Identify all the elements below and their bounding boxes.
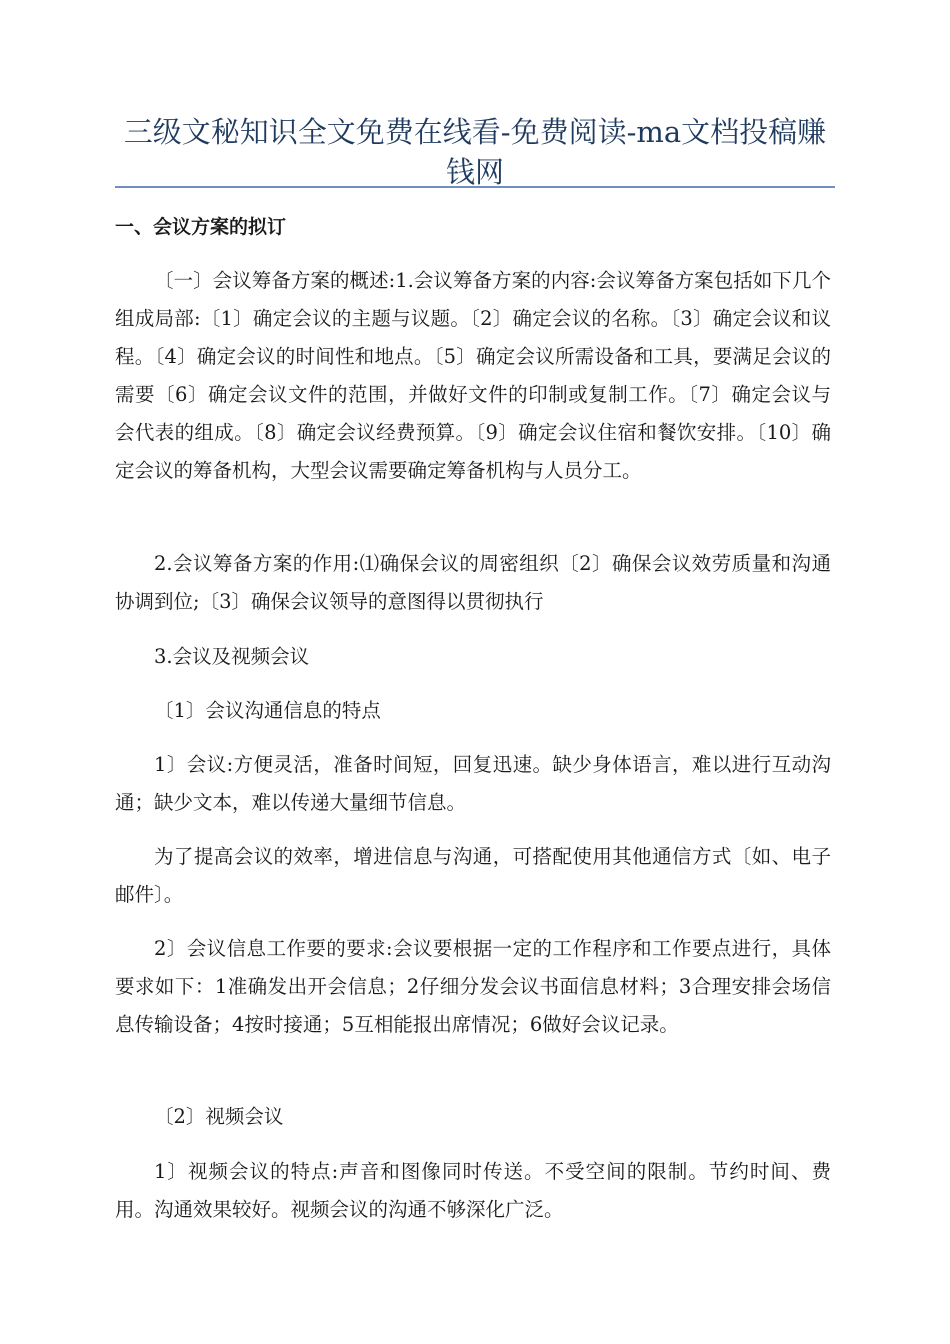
paragraph-efficiency-tip: 为了提高会议的效率，增进信息与沟通，可搭配使用其他通信方式〔如、电子邮件〕。 xyxy=(115,845,831,906)
paragraph-video-meeting-heading: 〔2〕视频会议 xyxy=(154,1105,284,1128)
paragraph-phone-meeting-features: 1〕会议:方便灵活，准备时间短，回复迅速。缺少身体语言，难以进行互动沟通；缺少文本，难以传递大量细节信息。 xyxy=(115,753,831,814)
title-divider xyxy=(115,186,835,188)
paragraph-communication-features: 〔1〕会议沟通信息的特点 xyxy=(154,699,381,722)
paragraph-meeting-plan-purpose: 2.会议筹备方案的作用:⑴确保会议的周密组织〔2〕确保会议效劳质量和沟通协调到位;〔3〕确保会议领导的意图得以贯彻执行 xyxy=(115,552,831,613)
paragraph-phone-video-meeting: 3.会议及视频会议 xyxy=(154,645,310,668)
document-title: 三级文秘知识全文免费在线看-免费阅读-ma文档投稿赚钱网 xyxy=(123,115,827,189)
paragraph-meeting-plan-contents: 〔一〕会议筹备方案的概述:1.会议筹备方案的内容:会议筹备方案包括如下几个组成局部:〔1〕确定会议的主题与议题。〔2〕确定会议的名称。〔3〕确定会议和议程。〔4〕确定会议的时间性和地点。〔5〕确定会议所需设备和工具，要满足会议的需要〔6〕确定会议文件的范围，并做好文件的印制或复制工作。〔7〕确定会议与会代表的组成。〔8〕确定会议经费预算。〔9〕确定会议住宿和餐饮安排。〔10〕确定会议的筹备机构，大型会议需要确定筹备机构与人员分工。 xyxy=(115,269,831,482)
paragraph-video-meeting-features: 1〕视频会议的特点:声音和图像同时传送。不受空间的限制。节约时间、费用。沟通效果较好。视频会议的沟通不够深化广泛。 xyxy=(115,1160,831,1221)
paragraph-phone-meeting-requirements: 2〕会议信息工作要的要求:会议要根据一定的工作程序和工作要点进行，具体要求如下：1准确发出开会信息；2仔细分发会议书面信息材料；3合理安排会场信息传输设备；4按时接通；5互相能报出席情况；6做好会议记录。 xyxy=(115,937,831,1036)
section-heading: 一、会议方案的拟订 xyxy=(115,216,287,238)
